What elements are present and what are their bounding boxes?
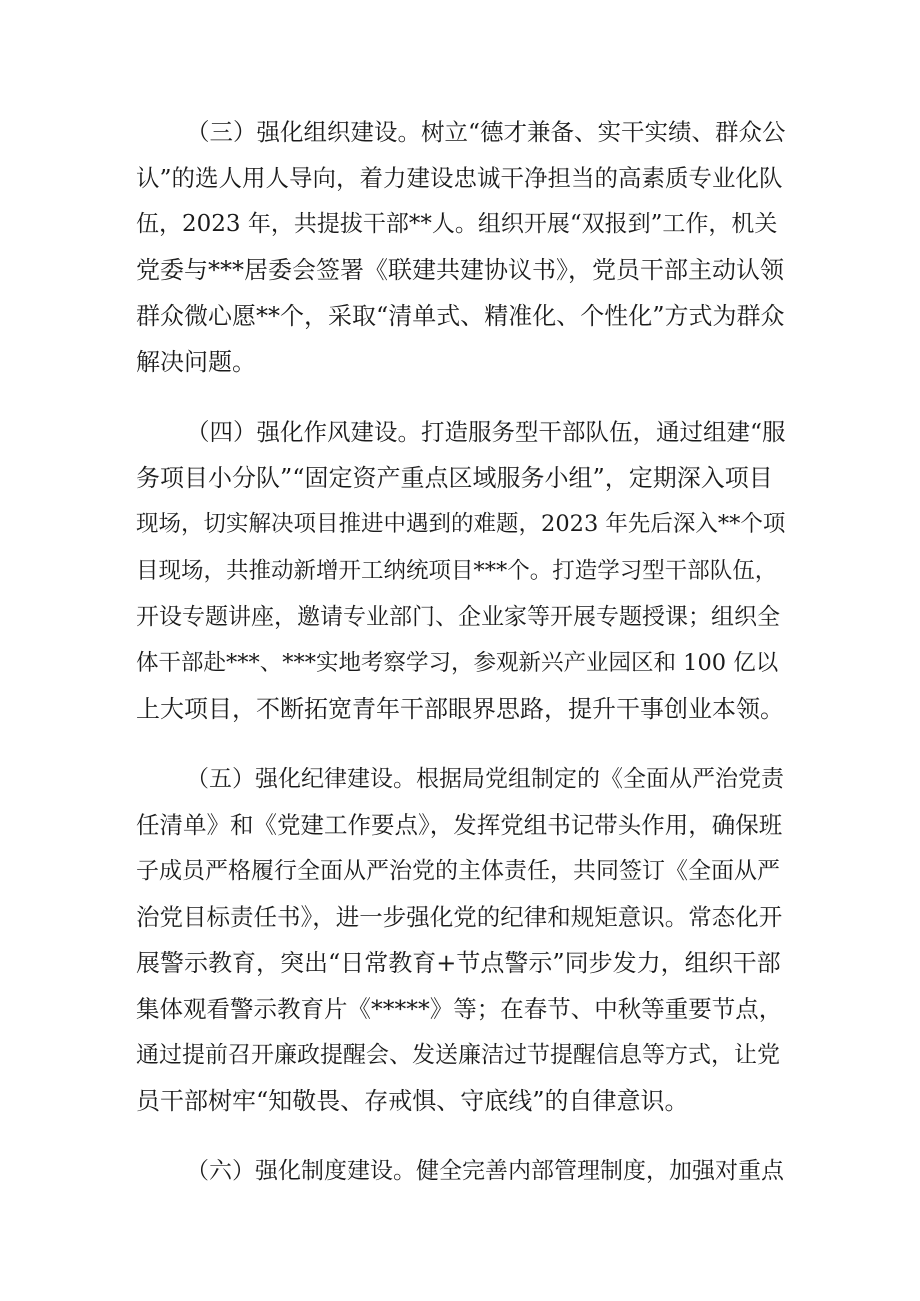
text-line: 务项目小分队”“固定资产重点区域服务小组”，定期深入项目: [136, 464, 773, 492]
text-line: 子成员严格履行全面从严治党的主体责任，共同签订《全面从严: [136, 858, 780, 884]
text-line: 员干部树牢“知敬畏、存戒惧、守底线”的自律意识。: [136, 1087, 689, 1115]
text-line: （四）强化作风建设。打造服务型干部队伍，通过组建“服: [186, 418, 786, 446]
text-line: 体干部赴***、***实地考察学习，参观新兴产业园区和 100 亿以: [136, 650, 779, 676]
text-line: 上大项目，不断拓宽青年干部眼界思路，提升干事创业本领。: [136, 695, 784, 723]
text-line: 解决问题。: [136, 348, 256, 376]
text-line: 目现场，共推动新增开工纳统项目***个。打造学习型干部队伍，: [136, 558, 778, 584]
text-line: 治党目标责任书》，进一步强化党的纪律和规矩意识。常态化开: [136, 903, 783, 931]
text-line: 开设专题讲座，邀请专业部门、企业家等开展专题授课；组织全: [136, 604, 780, 630]
text-line: 现场，切实解决项目推进中遇到的难题，2023 年先后深入**个项: [136, 511, 786, 537]
text-line: （五）强化纪律建设。根据局党组制定的《全面从严治党责: [186, 766, 784, 792]
text-line: 任清单》和《党建工作要点》，发挥党组书记带头作用，确保班: [136, 811, 783, 839]
text-line: 伍，2023 年，共提拔干部**人。组织开展“双报到”工作，机关: [136, 211, 778, 237]
text-line: 集体观看警示教育片《*****》等；在春节、中秋等重要节点，: [136, 995, 783, 1023]
text-line: 展警示教育，突出“日常教育+节点警示”同步发力，组织干部: [136, 949, 781, 977]
text-line: 群众微心愿**个，采取“清单式、精准化、个性化”方式为群众: [136, 302, 785, 330]
text-line: （三）强化组织建设。树立“德才兼备、实干实绩、群众公: [186, 118, 786, 146]
text-line: （六）强化制度建设。健全完善内部管理制度，加强对重点: [186, 1158, 784, 1184]
text-line: 认”的选人用人导向，着力建设忠诚干净担当的高素质专业化队: [136, 164, 783, 192]
text-line: 通过提前召开廉政提醒会、发送廉洁过节提醒信息等方式，让党: [136, 1042, 780, 1068]
text-line: 党委与***居委会签署《联建共建协议书》，党员干部主动认领: [136, 256, 784, 284]
